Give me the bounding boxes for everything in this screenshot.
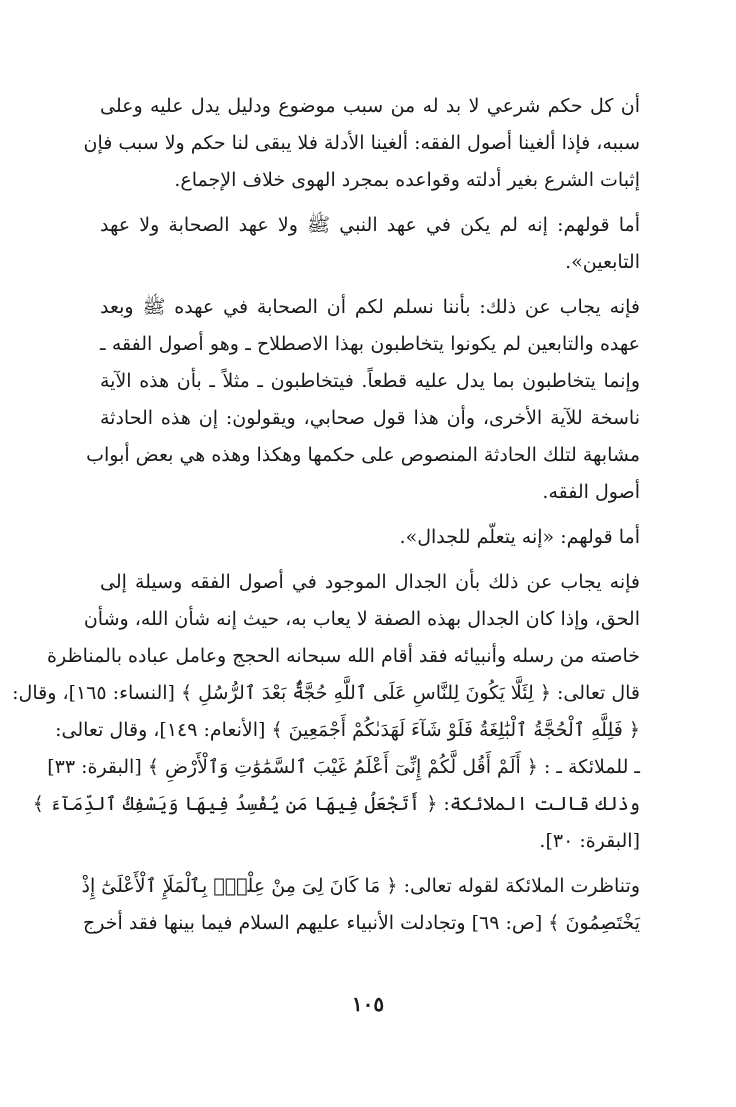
text-line: فإنه يجاب عن ذلك بأن الجدال الموجود في أصول الفقه وسيلة إلى <box>100 571 640 593</box>
paragraph <box>12 564 640 860</box>
text-line: مشابهة لتلك الحادثة المنصوص على حكمها وهكذا وهذه هي بعض أبواب <box>86 444 640 466</box>
text-line: فإنه يجاب عن ذلك: بأننا نسلم لكم أن الصحابة في عهده ﷺ وبعد <box>100 296 640 318</box>
paragraph <box>83 88 640 199</box>
quran-verse-line: ـ للملائكة ـ : ﴿ أَلَمْ أَقُل لَّكُمْ إِنِّىٓ أَعْلَمُ غَيْبَ ٱلسَّمَٰوَٰتِ وَٱلْأَرْضِ ﴾ [البقرة: ٣٣] <box>47 756 640 778</box>
text-line: خاصته من رسله وأنبيائه فقد أقام الله سبحانه الحجج وعامل عباده بالمناظرة <box>47 645 640 667</box>
text-line: يَخْتَصِمُونَ ﴾ [ص: ٦٩] وتجادلت الأنبياء عليهم السلام فيما بينها فقد أخرج <box>83 912 640 934</box>
text-line: أما قولهم: «إنه يتعلّم للجدال». <box>399 526 640 548</box>
quran-verse-line: ﴿ فَلِلَّهِ ٱلْحُجَّةُ ٱلْبَٰلِغَةُ فَلَوْ شَآءَ لَهَدَىٰكُمْ أَجْمَعِينَ ﴾ [الأنعام: ١٤٩]، وقال تعالى: <box>55 719 640 741</box>
quran-verse-line: وتناظرت الملائكة لقوله تعالى: ﴿ مَا كَانَ لِىَ مِنْ عِلْمٍۭ بِٱلْمَلَإِ ٱلْأَعْلَىٰٓ إِذْ <box>81 875 640 897</box>
text-line: [البقرة: ٣٠]. <box>539 830 640 852</box>
paragraph <box>86 289 640 511</box>
quran-verse-line: قال تعالى: ﴿ لِئَلَّا يَكُونَ لِلنَّاسِ عَلَى ٱللَّهِ حُجَّةٌۢ بَعْدَ ٱلرُّسُلِ ﴾ [النساء: ١٦٥]، وقال: <box>12 682 640 704</box>
paragraph <box>81 868 640 942</box>
paragraph <box>100 207 640 281</box>
text-line: أما قولهم: إنه لم يكن في عهد النبي ﷺ ولا عهد الصحابة ولا عهد <box>100 214 640 236</box>
text-line: وإنما يتخاطبون بما يدل عليه قطعاً. فيتخاطبون ـ مثلاً ـ بأن هذه الآية <box>100 370 640 392</box>
paragraph <box>100 519 640 556</box>
text-line: التابعين». <box>565 251 640 273</box>
text-line: إثبات الشرع بغير أدلته وقواعده بمجرد الهوى خلاف الإجماع. <box>174 169 640 191</box>
text-line: أصول الفقه. <box>542 481 640 503</box>
text-line: سببه، فإذا ألغينا أصول الفقه: ألغينا الأدلة فلا يبقى لنا حكم ولا سبب فإن <box>83 132 640 154</box>
quran-verse-line: وذلك قالت الملائكة: ﴿ أَتَجْعَلُ فِيهَا مَن يُفْسِدُ فِيهَا وَيَسْفِكُ ٱلدِّمَآءَ ﴾ <box>32 793 640 815</box>
text-line: الحق، وإذا كان الجدال بهذه الصفة لا يعاب به، حيث إنه شأن الله، وشأن <box>83 608 640 630</box>
text-line: أن كل حكم شرعي لا بد له من سبب موضوع ودليل يدل عليه وعلى <box>100 95 640 117</box>
text-line: عهده والتابعين لم يكونوا يتخاطبون بهذا الاصطلاح ـ وهو أصول الفقه ـ <box>100 333 640 355</box>
body-text <box>12 88 640 942</box>
text-line: ناسخة للآية الأخرى، وأن هذا قول صحابي، ويقولون: إن هذه الحادثة <box>100 407 640 429</box>
page-number: ١٠٥ <box>351 992 385 1016</box>
